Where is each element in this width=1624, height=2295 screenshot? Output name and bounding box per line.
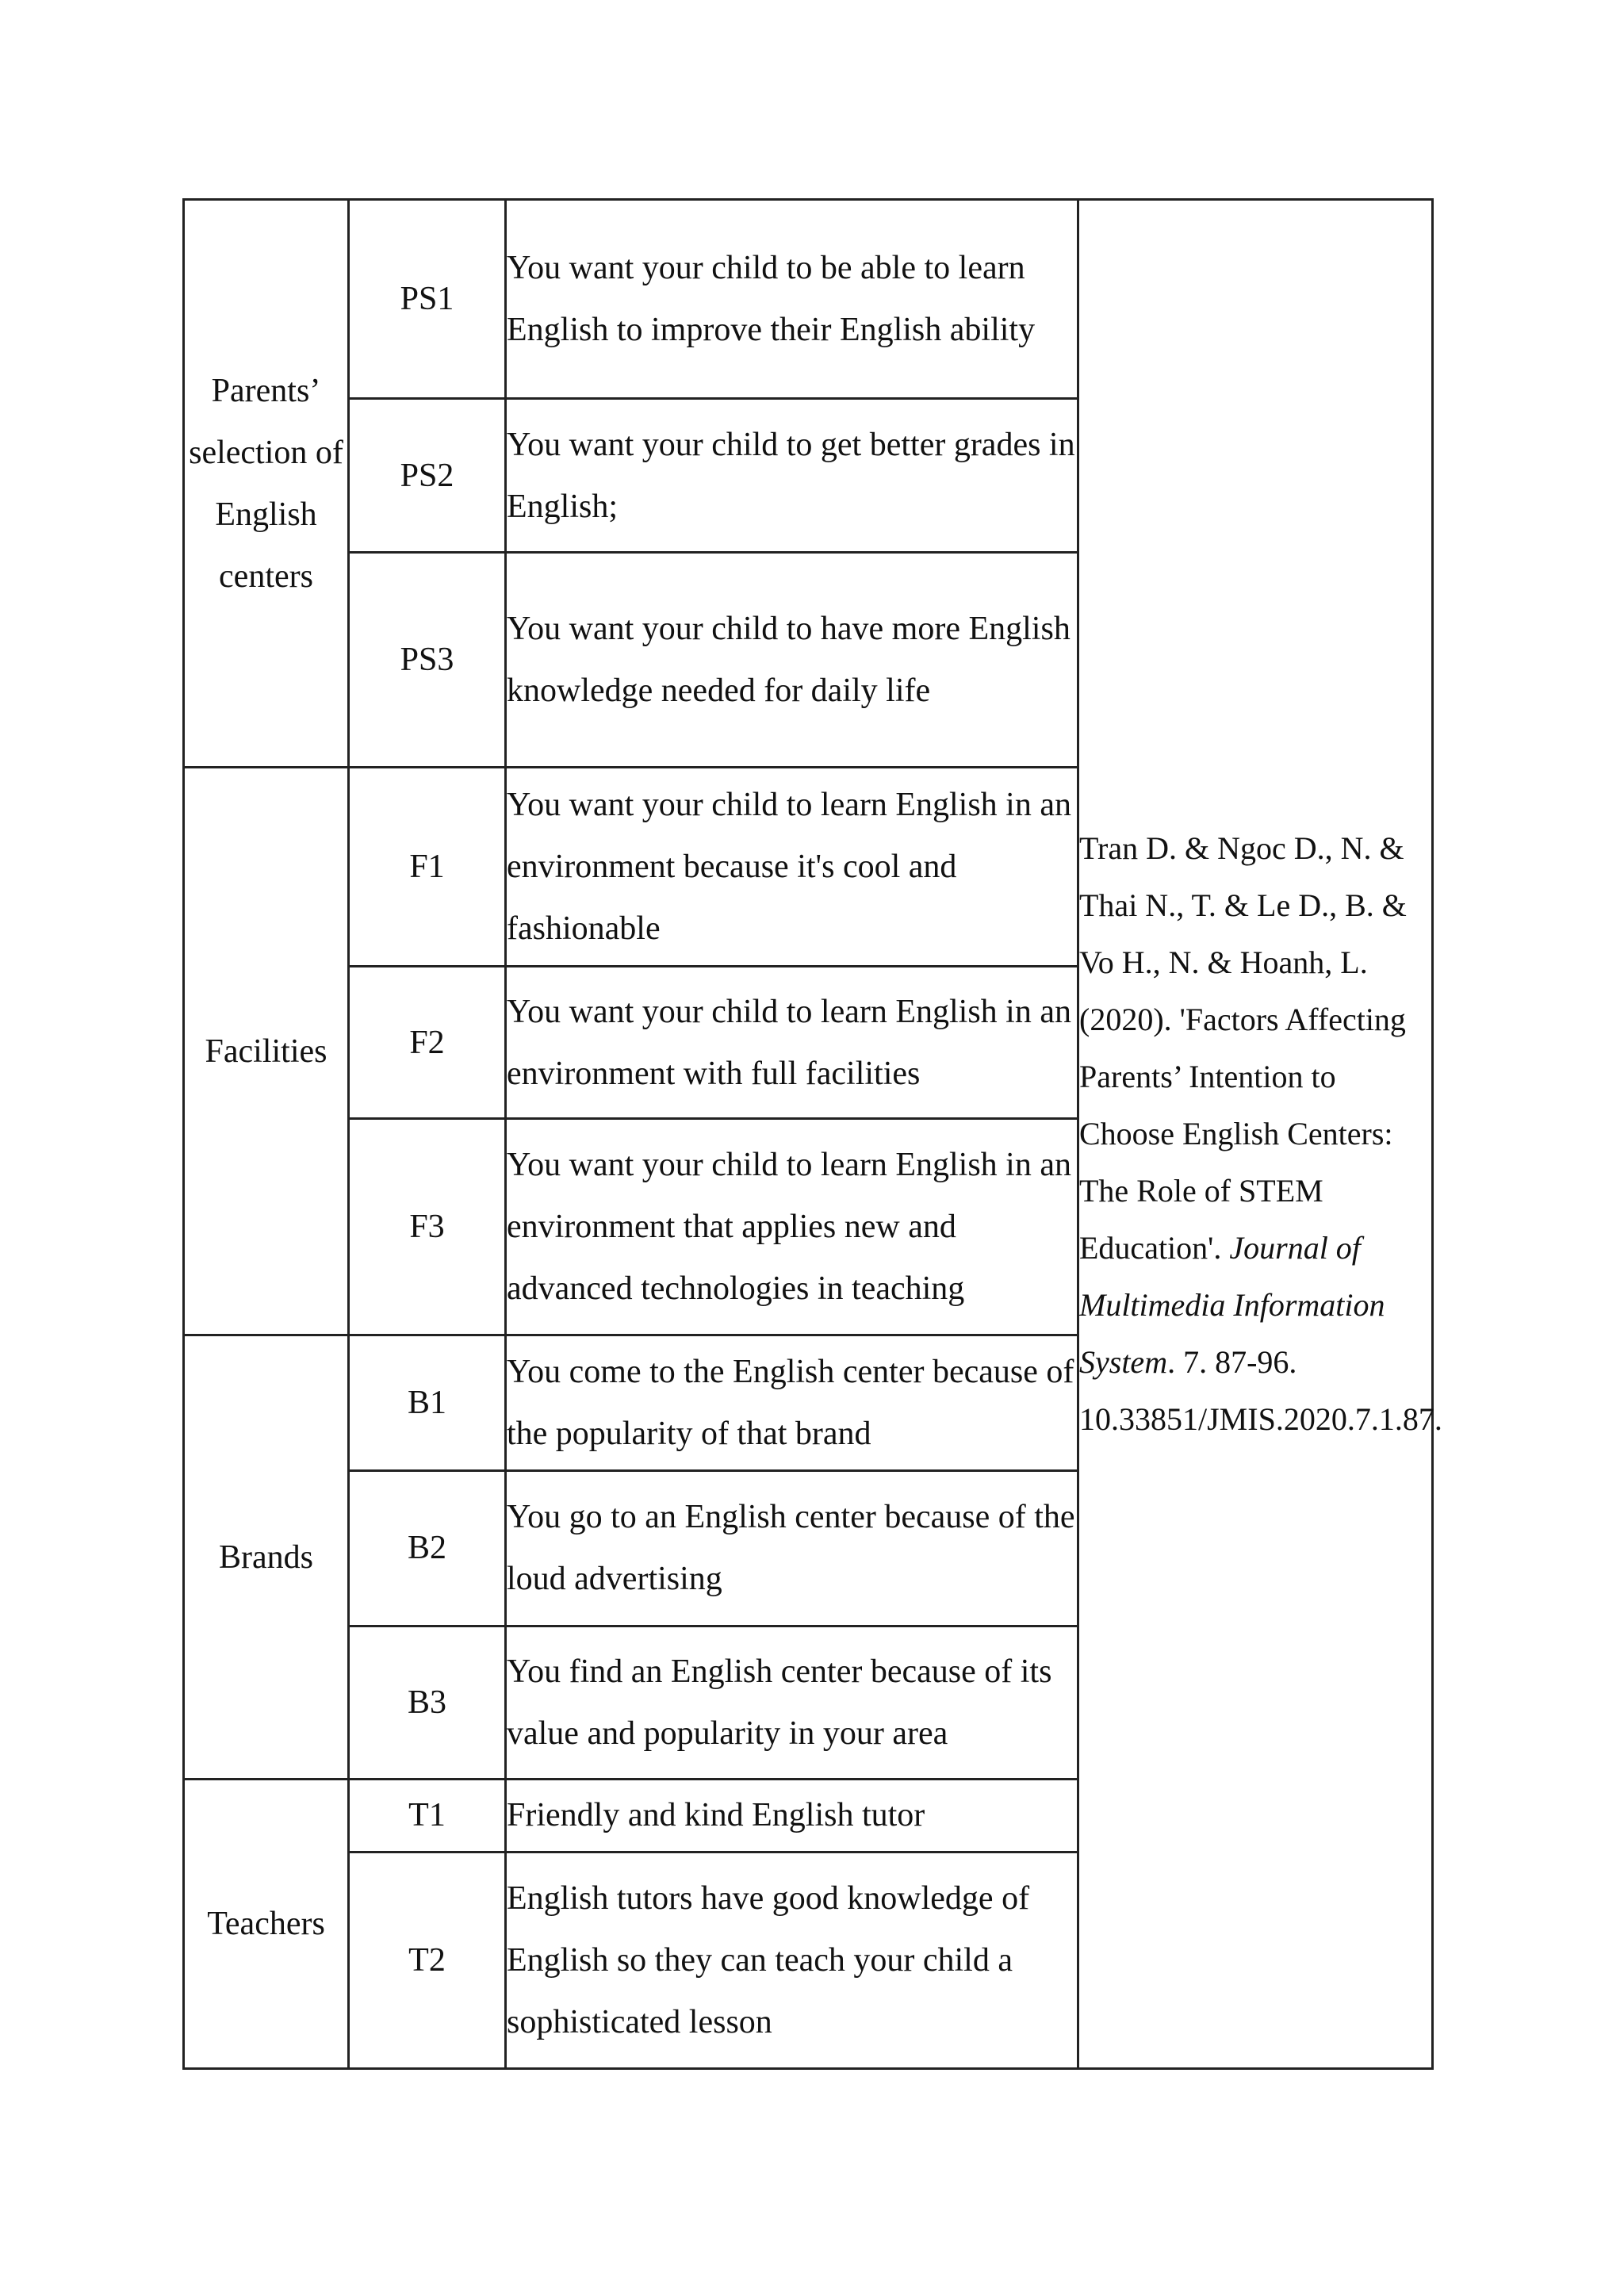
item-text: You want your child to be able to learn English to improve their English ability <box>506 200 1078 399</box>
journal-name: Journal of Multimedia Information System <box>1079 1230 1385 1380</box>
construct-label: Teachers <box>207 1905 325 1942</box>
item-text: English tutors have good knowledge of English so they can teach your child a sophisticated lesson <box>506 1852 1078 2069</box>
item-code: B1 <box>349 1335 506 1471</box>
construct-label: Parents’ selection of English centers <box>189 372 343 595</box>
table-row <box>184 200 1433 399</box>
item-code: F1 <box>349 768 506 967</box>
item-text: You want your child to have more English knowledge needed for daily life <box>506 553 1078 768</box>
item-code: F2 <box>349 966 506 1119</box>
item-code: PS1 <box>349 200 506 399</box>
item-text: You find an English center because of its value and popularity in your area <box>506 1626 1078 1780</box>
item-code: B2 <box>349 1470 506 1626</box>
item-code: T2 <box>349 1852 506 2069</box>
item-text: You want your child to learn English in an environment because it's cool and fashionable <box>506 768 1078 967</box>
item-text: You want your child to learn English in an environment that applies new and advanced technologies in teaching <box>506 1119 1078 1335</box>
construct-cell <box>184 1335 349 1780</box>
item-code: PS2 <box>349 398 506 553</box>
citation-details: . 7. 87-96. 10.33851/JMIS.2020.7.1.87. <box>1079 1344 1442 1437</box>
item-text: You want your child to learn English in an environment with full facilities <box>506 966 1078 1119</box>
citation-text: Tran D. & Ngoc D., N. & Thai N., T. & Le D., B. & Vo H., N. & Hoanh, L. (2020). 'Factors Affecting Parents’ Intention to Choose English Centers: The Role of STEM Education'. <box>1079 830 1407 1266</box>
item-code: B3 <box>349 1626 506 1780</box>
construct-cell <box>184 768 349 1335</box>
item-text: Friendly and kind English tutor <box>506 1779 1078 1852</box>
construct-label: Brands <box>219 1538 313 1576</box>
item-code: F3 <box>349 1119 506 1335</box>
construct-cell <box>184 1779 349 2068</box>
item-text: You go to an English center because of the loud advertising <box>506 1470 1078 1626</box>
construct-label: Facilities <box>205 1033 327 1070</box>
item-text: You want your child to get better grades in English; <box>506 398 1078 553</box>
construct-cell <box>184 200 349 768</box>
source-citation-cell <box>1078 200 1442 2069</box>
item-text: You come to the English center because of the popularity of that brand <box>506 1335 1078 1471</box>
survey-items-table <box>182 198 1442 2070</box>
item-code: T1 <box>349 1779 506 1852</box>
item-code: PS3 <box>349 553 506 768</box>
